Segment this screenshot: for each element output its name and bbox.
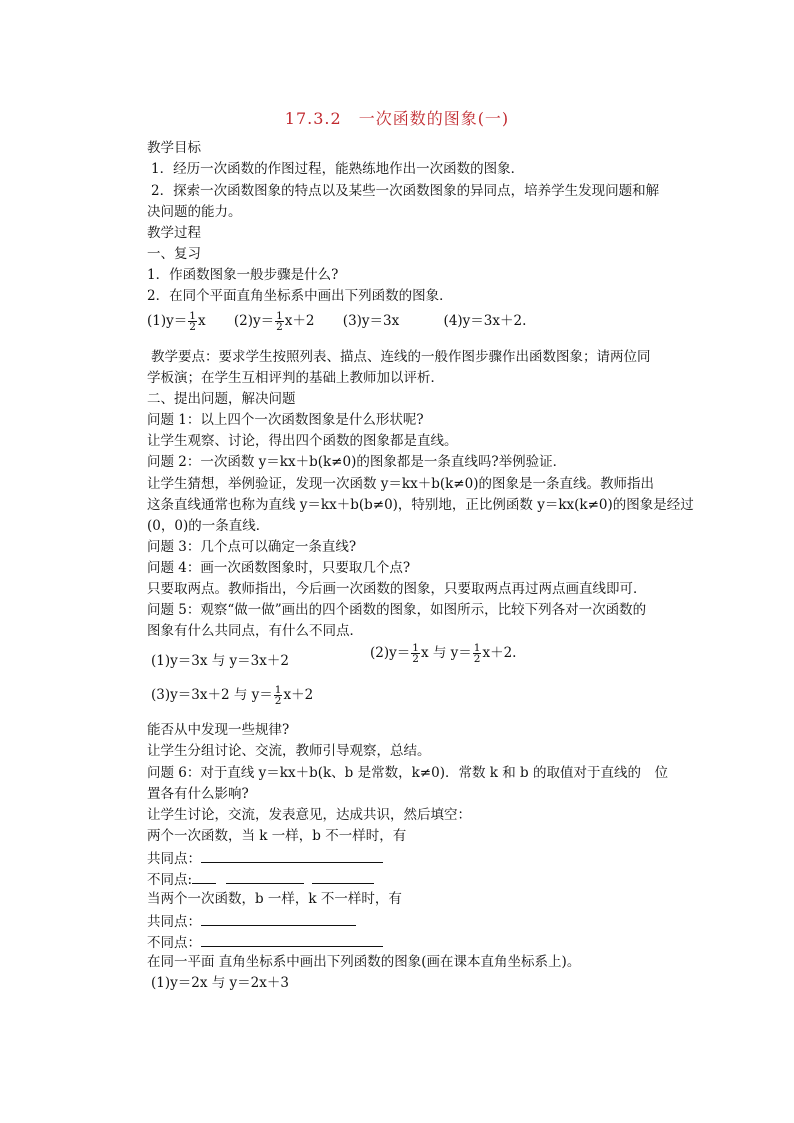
case-1-diff-row bbox=[147, 869, 374, 889]
question-4: 问题 4：画一次函数图象时，只要取几个点? bbox=[147, 560, 411, 576]
heading-review: 一、复习 bbox=[147, 246, 201, 262]
diff-answer-blank-2[interactable] bbox=[226, 869, 304, 884]
formula-4: (4)y＝3x＋2. bbox=[443, 313, 527, 329]
case-1-common-row bbox=[147, 848, 383, 868]
goal-2-line-2: 决问题的能力。 bbox=[147, 204, 242, 220]
diff-answer-blank[interactable] bbox=[201, 932, 383, 947]
pair-3: (3)y＝3x＋2 与 y＝ $\frac{1}{2}$ x＋2 bbox=[151, 684, 314, 707]
goal-1: 1．经历一次函数的作图过程，能熟练地作出一次函数的图象． bbox=[151, 161, 525, 177]
question-4-answer: 只要取两点。教师指出，今后画一次函数的图象，只要取两点再过两点画直线即可． bbox=[147, 581, 647, 597]
review-question-2: 2．在同个平面直角坐标系中画出下列函数的图象． bbox=[147, 288, 453, 304]
keypoint-line-2: 学板演；在学生互相评判的基础上教师加以评析． bbox=[147, 370, 444, 386]
question-2-answer-line-1: 让学生猜想，举例验证，发现一次函数 y＝kx＋b(k≠0)的图象是一条直线。教师指出 bbox=[147, 476, 654, 492]
diff-label: 不同点: bbox=[147, 872, 193, 888]
exercise-instruction: 在同一平面 直角坐标系中画出下列函数的图象(画在课本直角坐标系上)。 bbox=[147, 954, 581, 970]
case-1: 两个一次函数，当 k 一样，b 不一样时，有 bbox=[147, 828, 407, 844]
formula-3: (3)y＝3x bbox=[342, 313, 400, 329]
heading-goals: 教学目标 bbox=[147, 140, 201, 156]
question-2: 问题 2：一次函数 y＝kx＋b(k≠0)的图象都是一条直线吗?举例验证． bbox=[147, 454, 567, 470]
common-answer-blank[interactable] bbox=[201, 848, 383, 863]
question-3: 问题 3：几个点可以确定一条直线? bbox=[147, 539, 357, 555]
formula-row-1 bbox=[147, 310, 526, 332]
exercise-1: (1)y＝2x 与 y＝2x＋3 bbox=[151, 975, 289, 991]
heading-process: 教学过程 bbox=[147, 225, 201, 241]
question-6-line-2: 置各有什么影响? bbox=[147, 786, 249, 802]
common-label: 共同点： bbox=[147, 914, 201, 930]
formula-1: (1)y＝ $\frac{1}{2}$ x bbox=[147, 310, 206, 333]
question-2-answer-line-2: 这条直线通常也称为直线 y＝kx＋b(b≠0)，特别地，正比例函数 y＝kx(k≠0)的图象是经过 bbox=[147, 497, 694, 513]
review-question-1: 1．作函数图象一般步骤是什么? bbox=[147, 267, 339, 283]
formula-2: (2)y＝ $\frac{1}{2}$ x＋2 bbox=[233, 310, 315, 333]
question-5-line-2: 图象有什么共同点，有什么不同点． bbox=[147, 623, 363, 639]
pair-1: (1)y＝3x 与 y＝3x＋2 bbox=[151, 653, 289, 669]
case-2: 当两个一次函数，b 一样，k 不一样时，有 bbox=[147, 891, 402, 907]
pair-2: (2)y＝ $\frac{1}{2}$ x 与 y＝ $\frac{1}{2}$ x＋2. bbox=[370, 642, 517, 665]
rule-answer: 让学生分组讨论、交流，教师引导观察，总结。 bbox=[147, 743, 431, 759]
rule-question: 能否从中发现一些规律? bbox=[147, 722, 290, 738]
question-2-answer-line-3: (0，0)的一条直线． bbox=[147, 518, 270, 534]
common-answer-blank[interactable] bbox=[201, 911, 356, 926]
case-2-common-row bbox=[147, 911, 356, 931]
question-1-answer: 让学生观察、讨论，得出四个函数的图象都是直线。 bbox=[147, 433, 458, 449]
diff-answer-blank-1[interactable] bbox=[192, 869, 216, 884]
diff-label: 不同点： bbox=[147, 935, 201, 951]
keypoint-line-1: 教学要点：要求学生按照列表、描点、连线的一般作图步骤作出函数图象；请两位同 bbox=[151, 349, 651, 365]
heading-problems: 二、提出问题，解决问题 bbox=[147, 391, 296, 407]
common-label: 共同点： bbox=[147, 851, 201, 867]
question-6-answer: 让学生讨论，交流，发表意见，达成共识，然后填空： bbox=[147, 807, 471, 823]
question-5-line-1: 问题 5：观察“做一做”画出的四个函数的图象，如图所示，比较下列各对一次函数的 bbox=[147, 602, 647, 618]
goal-2-line-1: 2．探索一次函数图象的特点以及某些一次函数图象的异同点，培养学生发现问题和解 bbox=[151, 183, 660, 199]
page-title: 17.3.2 一次函数的图象(一) bbox=[284, 109, 510, 128]
question-6-line-1: 问题 6：对于直线 y＝kx＋b(k、b 是常数，k≠0)．常数 k 和 b 的取值对于直线的 位 bbox=[147, 765, 668, 781]
question-1: 问题 1：以上四个一次函数图象是什么形状呢? bbox=[147, 412, 424, 428]
case-2-diff-row bbox=[147, 932, 383, 952]
diff-answer-blank-3[interactable] bbox=[312, 869, 374, 884]
